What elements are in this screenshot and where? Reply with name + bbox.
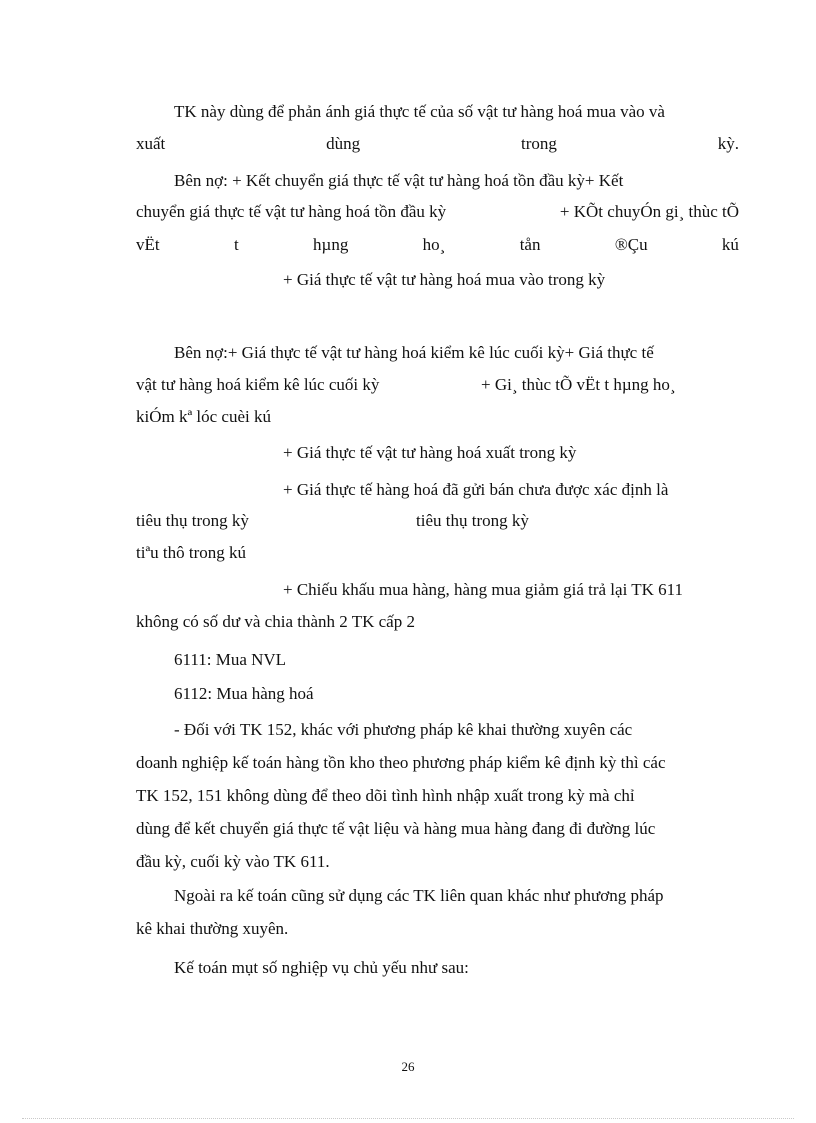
text-fragment: + Gi¸ thùc tÕ vËt t hµng ho¸: [481, 375, 676, 394]
text-line: + Giá thực tế vật tư hàng hoá xuất trong kỳ: [283, 443, 577, 462]
text-line: dùng để kết chuyển giá thực tế vật liệu và hàng mua hàng đang đi đường lúc: [136, 819, 656, 838]
text-line: Kế toán mụt số nghiệp vụ chủ yếu như sau:: [174, 958, 469, 977]
text-line: Bên nợ: + Kết chuyển giá thực tế vật tư hàng hoá tồn đầu kỳ+ Kết: [174, 171, 624, 190]
word: hµng: [313, 235, 349, 254]
text-line: - Đối với TK 152, khác với phương pháp kê khai thường xuyên các: [174, 720, 633, 739]
text-line: TK này dùng để phản ánh giá thực tế của số vật tư hàng hoá mua vào và: [174, 102, 665, 121]
text-line: TK 152, 151 không dùng để theo dõi tình hình nhập xuất trong kỳ mà chỉ: [136, 786, 635, 805]
word: kỳ.: [717, 134, 739, 153]
text-line-justified: [136, 233, 739, 257]
word: t: [233, 235, 239, 254]
word: xuất: [136, 134, 166, 153]
word: tån: [519, 235, 541, 254]
word: vËt: [136, 235, 160, 254]
text-line: kê khai thường xuyên.: [136, 919, 289, 938]
text-line: + Giá thực tế vật tư hàng hoá mua vào trong kỳ: [283, 270, 606, 289]
page-number: 26: [401, 1059, 415, 1074]
text-line-justified: [136, 132, 739, 156]
text-line: + Giá thực tế hàng hoá đã gửi bán chưa được xác định là: [283, 480, 669, 499]
word: ho¸: [422, 235, 446, 254]
text-fragment: tiêu thụ trong kỳ: [416, 511, 529, 530]
text-fragment: tiêu thụ trong kỳ: [136, 511, 249, 530]
text-fragment: chuyển giá thực tế vật tư hàng hoá tồn đầu kỳ: [136, 202, 447, 221]
text-fragment: vật tư hàng hoá kiểm kê lúc cuối kỳ: [136, 375, 380, 394]
footer-divider: [22, 1118, 794, 1119]
word: kú: [721, 235, 739, 254]
text-line: [136, 373, 739, 397]
text-line: tiªu thô trong kú: [136, 543, 246, 562]
word: trong: [521, 134, 557, 153]
text-line-justified: [136, 200, 739, 224]
text-line: đầu kỳ, cuối kỳ vào TK 611.: [136, 852, 330, 871]
text-line: không có số dư và chia thành 2 TK cấp 2: [136, 612, 415, 631]
text-line: [136, 509, 739, 533]
word: ®Çu: [614, 235, 648, 254]
text-line: doanh nghiệp kế toán hàng tồn kho theo phương pháp kiểm kê định kỳ thì các: [136, 753, 666, 772]
word: dùng: [326, 134, 361, 153]
text-fragment: + KÕt chuyÓn gi¸ thùc tÕ: [559, 202, 739, 221]
text-line: Bên nợ:+ Giá thực tế vật tư hàng hoá kiểm kê lúc cuối kỳ+ Giá thực tế: [174, 343, 654, 362]
text-line: + Chiếu khấu mua hàng, hàng mua giảm giá trả lại TK 611: [283, 580, 684, 599]
sub-account-item: 6112: Mua hàng hoá: [174, 684, 314, 703]
text-line: kiÓm kª lóc cuèi kú: [136, 407, 271, 426]
sub-account-item: 6111: Mua NVL: [174, 650, 287, 669]
text-line: Ngoài ra kế toán cũng sử dụng các TK liên quan khác như phương pháp: [174, 886, 664, 905]
